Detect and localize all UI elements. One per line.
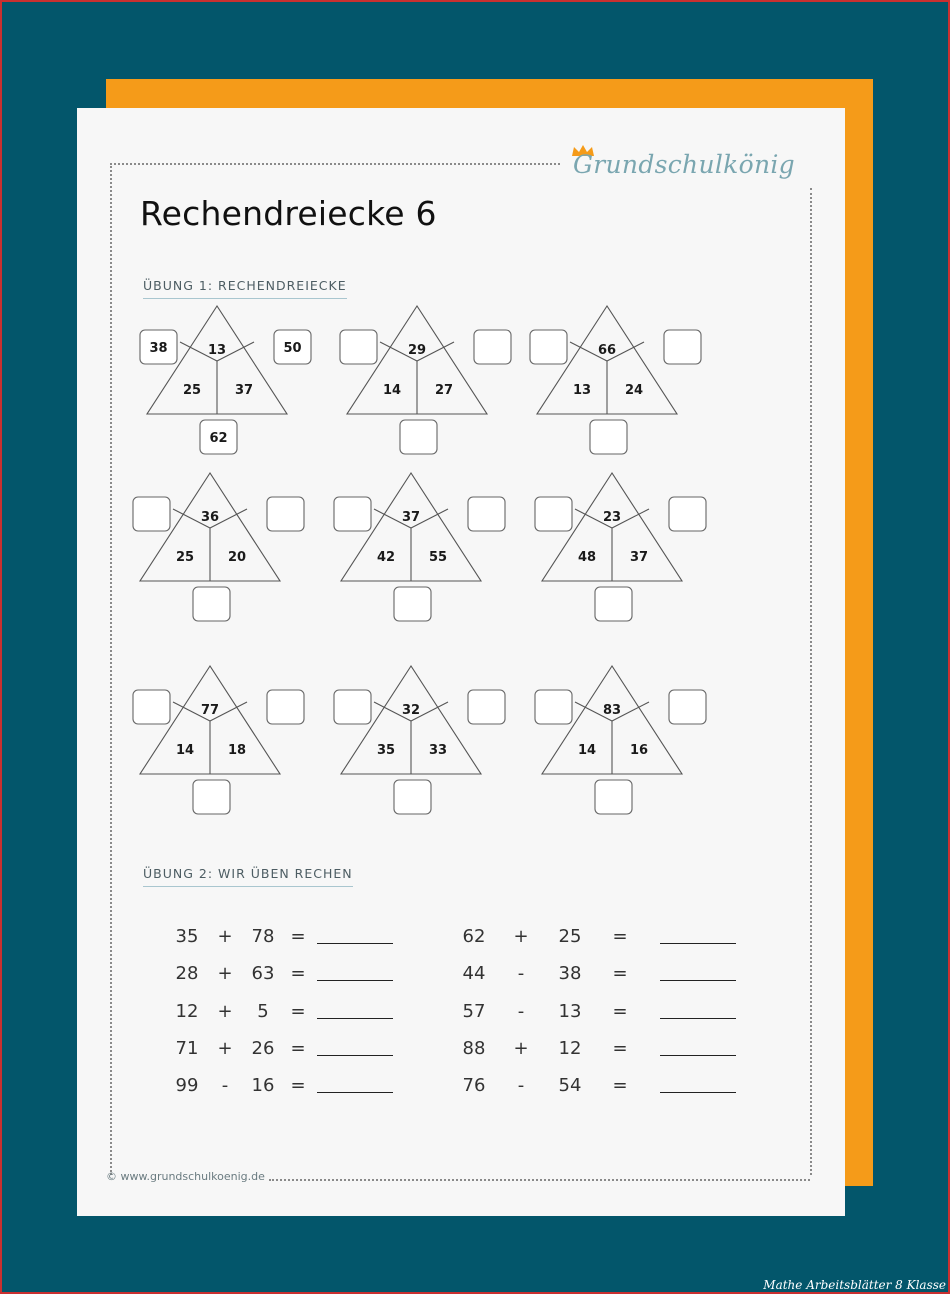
equation-operand-1: 71: [175, 1038, 199, 1059]
equation-operand-2: 12: [558, 1038, 582, 1059]
equation-operand-2: 26: [251, 1038, 275, 1059]
answer-blank-line[interactable]: [660, 980, 736, 981]
equation-equals: =: [612, 1001, 628, 1022]
equation-operator: -: [517, 963, 525, 984]
equation-operand-2: 5: [257, 1001, 269, 1022]
equation-operand-2: 63: [251, 963, 275, 984]
triangle-left-number: 14: [175, 743, 195, 758]
equation-list: [77, 108, 845, 1216]
equation-operand-1: 62: [462, 926, 486, 947]
equation-operator: -: [221, 1075, 229, 1096]
answer-blank-line[interactable]: [317, 1018, 393, 1019]
answer-blank-line[interactable]: [317, 980, 393, 981]
section-heading-exercise-2: ÜBUNG 2: WIR ÜBEN RECHEN: [143, 866, 353, 887]
equation-operator: +: [217, 1001, 233, 1022]
triangle-top-number: 29: [407, 343, 427, 358]
equation-operand-2: 38: [558, 963, 582, 984]
triangle-right-number: 37: [234, 383, 254, 398]
triangle-top-number: 23: [602, 510, 622, 525]
answer-box-bottom-value: 62: [209, 431, 228, 446]
triangle-top-number: 83: [602, 703, 622, 718]
page-title: Rechendreiecke 6: [140, 194, 437, 233]
equation-operator: +: [217, 926, 233, 947]
equation-operand-1: 88: [462, 1038, 486, 1059]
equation-operand-1: 12: [175, 1001, 199, 1022]
equation-operand-2: 54: [558, 1075, 582, 1096]
equation-equals: =: [612, 1038, 628, 1059]
answer-blank-line[interactable]: [660, 1092, 736, 1093]
equation-operand-1: 99: [175, 1075, 199, 1096]
equation-equals: =: [290, 1038, 306, 1059]
watermark-caption: Mathe Arbeitsblätter 8 Klasse: [763, 1278, 946, 1292]
triangle-left-number: 14: [577, 743, 597, 758]
triangle-left-number: 25: [175, 550, 195, 565]
equation-operand-2: 25: [558, 926, 582, 947]
equation-operator: +: [217, 1038, 233, 1059]
equation-operator: +: [513, 1038, 529, 1059]
equation-equals: =: [290, 926, 306, 947]
section-heading-exercise-1: ÜBUNG 1: RECHENDREIECKE: [143, 278, 347, 299]
answer-blank-line[interactable]: [660, 943, 736, 944]
equation-operand-1: 57: [462, 1001, 486, 1022]
triangle-right-number: 16: [629, 743, 649, 758]
answer-blank-line[interactable]: [317, 943, 393, 944]
answer-blank-line[interactable]: [317, 1092, 393, 1093]
triangle-top-number: 32: [401, 703, 421, 718]
equation-equals: =: [612, 926, 628, 947]
answer-blank-line[interactable]: [660, 1018, 736, 1019]
footer-copyright: © www.grundschulkoenig.de: [106, 1170, 265, 1183]
equation-operand-2: 16: [251, 1075, 275, 1096]
equation-equals: =: [290, 963, 306, 984]
equation-equals: =: [612, 1075, 628, 1096]
equation-operand-2: 13: [558, 1001, 582, 1022]
answer-blank-line[interactable]: [660, 1055, 736, 1056]
triangle-right-number: 20: [227, 550, 247, 565]
brand-name: Grundschulkönig: [573, 150, 795, 179]
equation-operator: -: [517, 1001, 525, 1022]
equation-equals: =: [290, 1075, 306, 1096]
triangle-top-number: 36: [200, 510, 220, 525]
triangle-left-number: 42: [376, 550, 396, 565]
triangle-right-number: 18: [227, 743, 247, 758]
triangle-right-number: 24: [624, 383, 644, 398]
triangle-right-number: 37: [629, 550, 649, 565]
triangle-left-number: 25: [182, 383, 202, 398]
triangle-top-number: 13: [207, 343, 227, 358]
equation-operand-2: 78: [251, 926, 275, 947]
answer-box-left-value: 38: [149, 341, 168, 356]
equation-operand-1: 28: [175, 963, 199, 984]
triangle-right-number: 55: [428, 550, 448, 565]
equation-operand-1: 35: [175, 926, 199, 947]
triangle-right-number: 33: [428, 743, 448, 758]
triangle-right-number: 27: [434, 383, 454, 398]
triangle-left-number: 35: [376, 743, 396, 758]
triangle-top-number: 66: [597, 343, 617, 358]
equation-operand-1: 44: [462, 963, 486, 984]
equation-equals: =: [612, 963, 628, 984]
equation-operator: +: [217, 963, 233, 984]
equation-operator: -: [517, 1075, 525, 1096]
worksheet-page: [77, 108, 845, 1216]
answer-box-right-value: 50: [283, 341, 302, 356]
answer-blank-line[interactable]: [317, 1055, 393, 1056]
triangle-left-number: 14: [382, 383, 402, 398]
equation-operand-1: 76: [462, 1075, 486, 1096]
triangle-top-number: 77: [200, 703, 220, 718]
equation-equals: =: [290, 1001, 306, 1022]
triangle-top-number: 37: [401, 510, 421, 525]
triangle-left-number: 13: [572, 383, 592, 398]
equation-operator: +: [513, 926, 529, 947]
triangle-left-number: 48: [577, 550, 597, 565]
